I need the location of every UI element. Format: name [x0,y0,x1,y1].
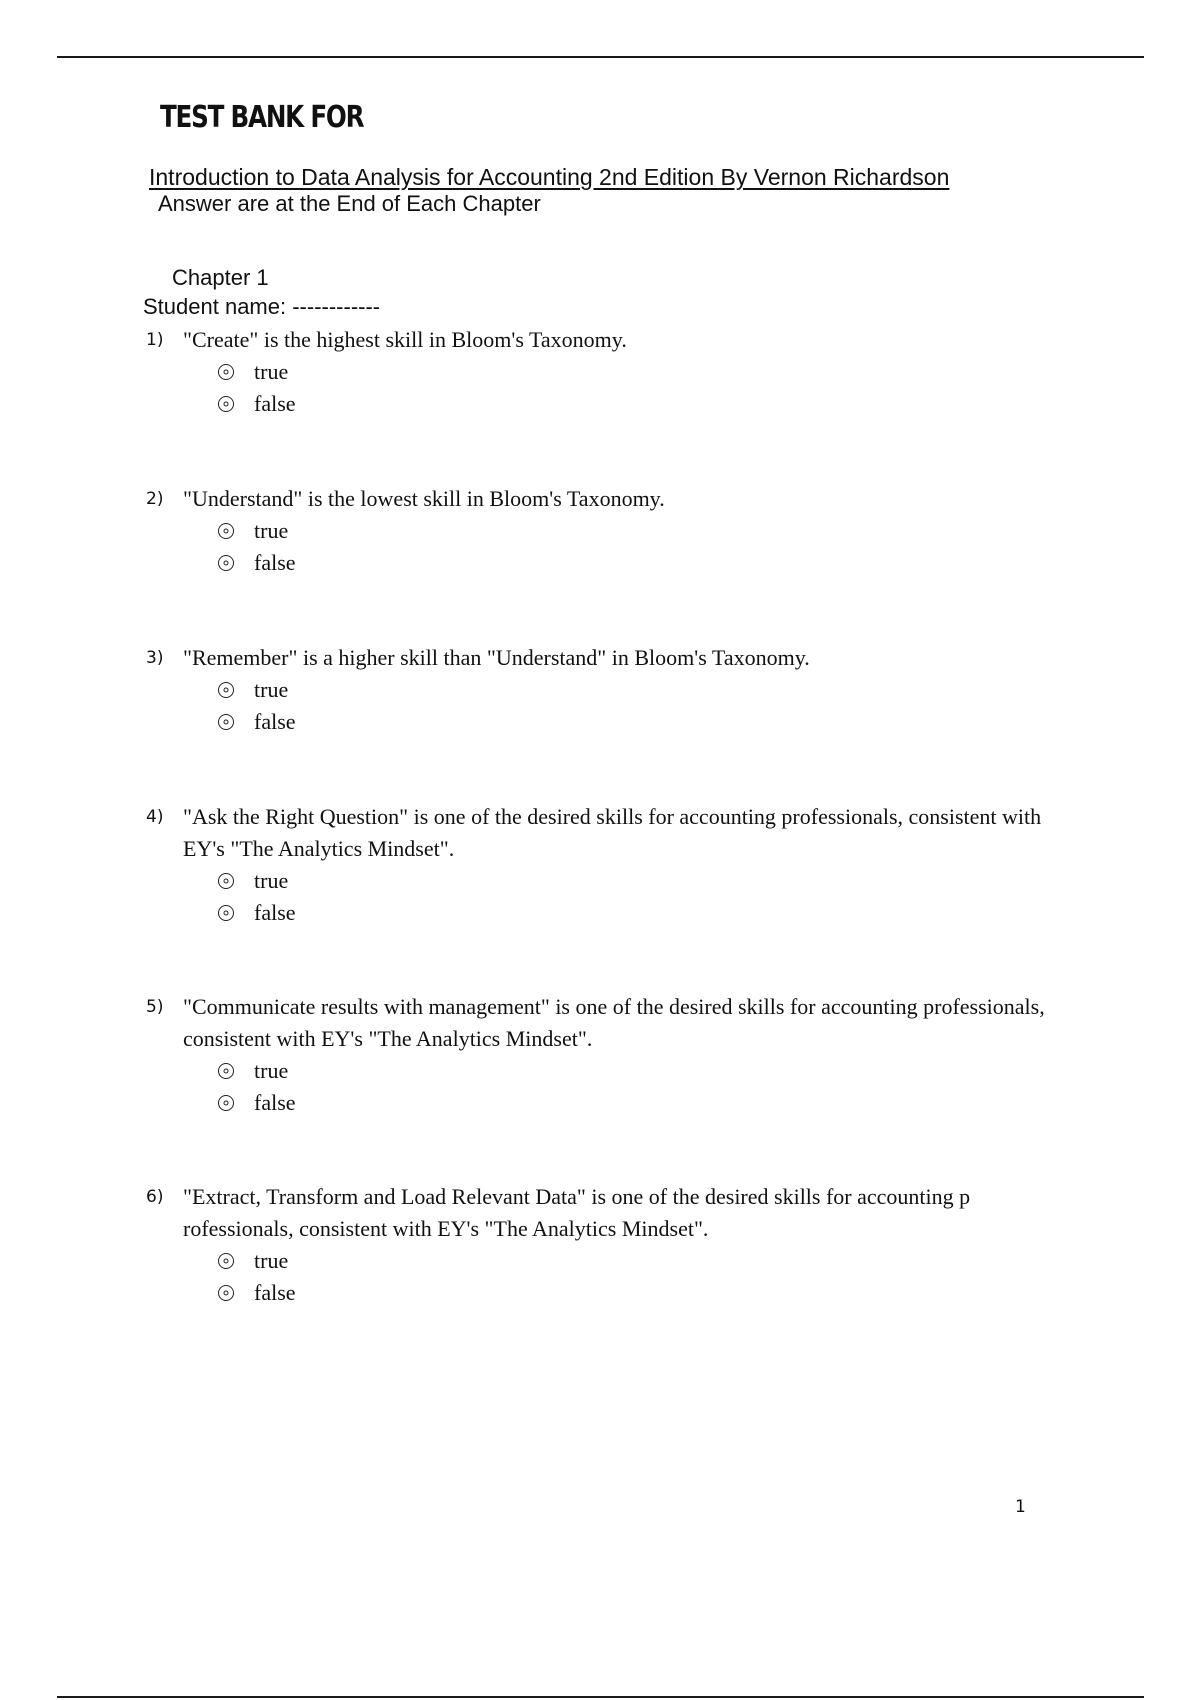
option-false[interactable] [218,897,1096,929]
option-label: true [254,518,289,543]
option-label: false [254,1090,296,1115]
option-label: false [254,550,296,575]
option-true[interactable] [218,356,1096,388]
option-label: true [254,868,289,893]
option-true[interactable] [218,515,1096,547]
question-number: 1) [146,330,164,350]
answer-options [218,1055,1096,1119]
radio-icon[interactable] [218,396,234,412]
chapter-label: Chapter 1 [172,265,269,290]
option-false[interactable] [218,1277,1096,1309]
option-false[interactable] [218,706,1096,738]
option-true[interactable] [218,1055,1096,1087]
radio-icon[interactable] [218,905,234,921]
question-4 [146,801,1096,929]
top-rule [57,56,1144,58]
option-label: true [254,677,289,702]
option-label: false [254,1280,296,1305]
bottom-rule [57,1696,1144,1698]
question-text: "Ask the Right Question" is one of the desired skills for accounting professionals, consistent with EY's "The Analytics Mindset". [183,804,1042,861]
book-title: Introduction to Data Analysis for Accounting 2nd Edition By Vernon Richardson [149,164,950,190]
radio-icon[interactable] [218,523,234,539]
question-6 [146,1181,1096,1309]
option-label: false [254,709,296,734]
answer-options [218,515,1096,579]
question-3 [146,642,1096,738]
radio-icon[interactable] [218,1253,234,1269]
answer-options [218,865,1096,929]
option-true[interactable] [218,674,1096,706]
option-true[interactable] [218,865,1096,897]
question-text: "Communicate results with management" is one of the desired skills for accounting professionals, consistent with EY's "The Analytics Mindset". [183,994,1045,1051]
answer-options [218,674,1096,738]
answer-note: Answer are at the End of Each Chapter [158,191,541,216]
answer-options [218,1245,1096,1309]
option-false[interactable] [218,547,1096,579]
radio-icon[interactable] [218,1095,234,1111]
question-text: "Remember" is a higher skill than "Understand" in Bloom's Taxonomy. [183,645,810,670]
answer-options [218,356,1096,420]
radio-icon[interactable] [218,682,234,698]
option-label: true [254,1248,289,1273]
question-text: "Create" is the highest skill in Bloom's Taxonomy. [183,327,627,352]
student-name-field: Student name: ------------ [143,294,381,319]
question-2 [146,483,1096,579]
option-label: true [254,1058,289,1083]
radio-icon[interactable] [218,555,234,571]
question-text: "Extract, Transform and Load Relevant Data" is one of the desired skills for accounting p rofessionals, consistent with EY's "The Analytics Mindset". [183,1184,971,1241]
question-number: 5) [146,997,164,1017]
question-number: 6) [146,1187,164,1207]
question-number: 3) [146,648,164,668]
option-false[interactable] [218,1087,1096,1119]
question-5 [146,991,1096,1119]
radio-icon[interactable] [218,1285,234,1301]
page-number: 1 [1015,1497,1026,1517]
option-true[interactable] [218,1245,1096,1277]
option-false[interactable] [218,388,1096,420]
radio-icon[interactable] [218,364,234,380]
option-label: false [254,900,296,925]
radio-icon[interactable] [218,714,234,730]
option-label: false [254,391,296,416]
option-label: true [254,359,289,384]
radio-icon[interactable] [218,873,234,889]
question-number: 4) [146,807,164,827]
question-1 [146,324,1096,420]
radio-icon[interactable] [218,1063,234,1079]
question-text: "Understand" is the lowest skill in Bloom's Taxonomy. [183,486,665,511]
test-bank-heading: TEST BANK FOR [160,100,364,135]
question-number: 2) [146,489,164,509]
